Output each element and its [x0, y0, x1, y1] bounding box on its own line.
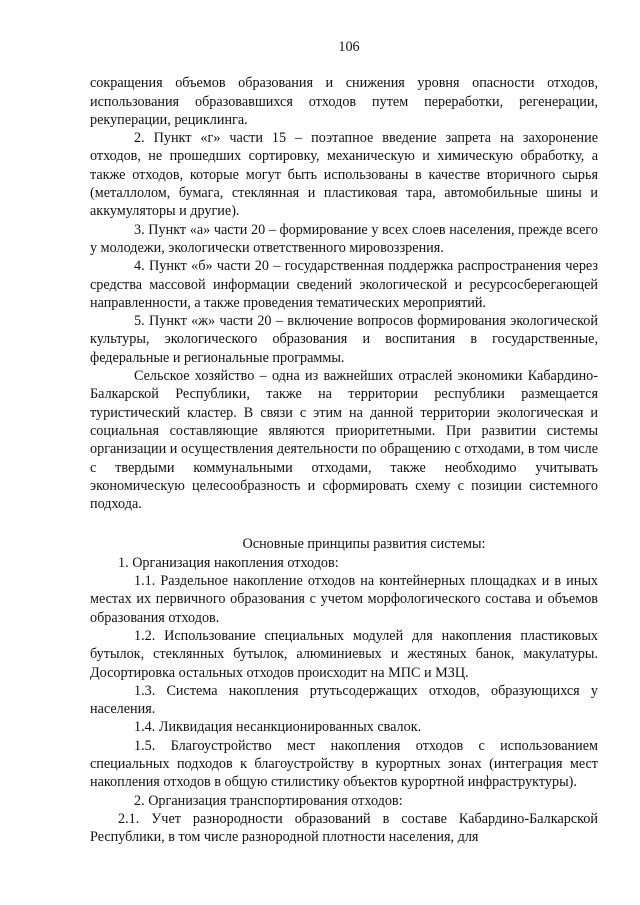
paragraph-point-5: 5. Пункт «ж» части 20 – включение вопросов формирования экологической культуры, экологического образования и воспитания в государственные, федеральные и региональные программы. [90, 313, 598, 366]
paragraph-point-4: 4. Пункт «б» части 20 – государственная поддержка распространения через средства массовой информации сведений экологической и ресурсосберегающей направленности, а также проведения тематических мероприятий. [90, 258, 598, 311]
section-heading: Основные принципы развития системы: [242, 536, 486, 553]
item-1-5: 1.5. Благоустройство мест накопления отходов с использованием специальных подходов к благоустройству в курортных зонах (интеграция мест накопления отходов в общую стилистику объектов курортной инфраструктуры). [90, 737, 598, 791]
item-2-1: 2.1. Учет разнородности образований в составе Кабардино-Балкарской Республики, в том числе разнородной плотности населения, для [90, 810, 598, 846]
paragraph-point-2: 2. Пункт «г» части 15 – поэтапное введение запрета на захоронение отходов, не прошедших сортировку, механическую и химическую обработку, а также отходов, которые могут быть использованы в качестве вторичного сырья (металлолом, бумага, стеклянная и пластиковая тара, автомобильные шины и аккумуляторы и другие). [90, 130, 598, 220]
paragraph-agriculture: Сельское хозяйство – одна из важнейших отраслей экономики Кабардино-Балкарской Республики, также на территории республики размещается туристический кластер. В связи с этим на данной территории экологическая и социальная составляющие являются приоритетными. При развитии системы организации и осуществления деятельности по обращению с отходами, в том числе с твердыми коммунальными отходами, также необходимо учитывать экономическую целесообразность и сформировать схему с позиции системного подхода. [90, 368, 598, 513]
page-number: 106 [338, 39, 360, 55]
item-1-2: 1.2. Использование специальных модулей для накопления пластиковых бутылок, стеклянных бутылок, алюминиевых и жестяных банок, макулатуры. Досортировка остальных отходов происходит на МПС и МЗЦ. [90, 627, 598, 681]
item-1: 1. Организация накопления отходов: [118, 554, 339, 571]
paragraph-continuation: сокращения объемов образования и снижения уровня опасности отходов, использования образовавшихся отходов путем переработки, регенерации, рекуперации, рециклинга. [90, 75, 598, 128]
item-1-1: 1.1. Раздельное накопление отходов на контейнерных площадках и в иных местах их первичного образования с учетом морфологического состава и объемов образования отходов. [90, 573, 598, 626]
item-2: 2. Организация транспортирования отходов: [134, 792, 403, 809]
item-1-3: 1.3. Система накопления ртутьсодержащих отходов, образующихся у населения. [90, 682, 598, 718]
item-1-4: 1.4. Ликвидация несанкционированных свалок. [134, 719, 422, 736]
paragraph-point-3: 3. Пункт «а» части 20 – формирование у всех слоев населения, прежде всего у молодежи, экологически ответственного мировоззрения. [90, 221, 598, 256]
